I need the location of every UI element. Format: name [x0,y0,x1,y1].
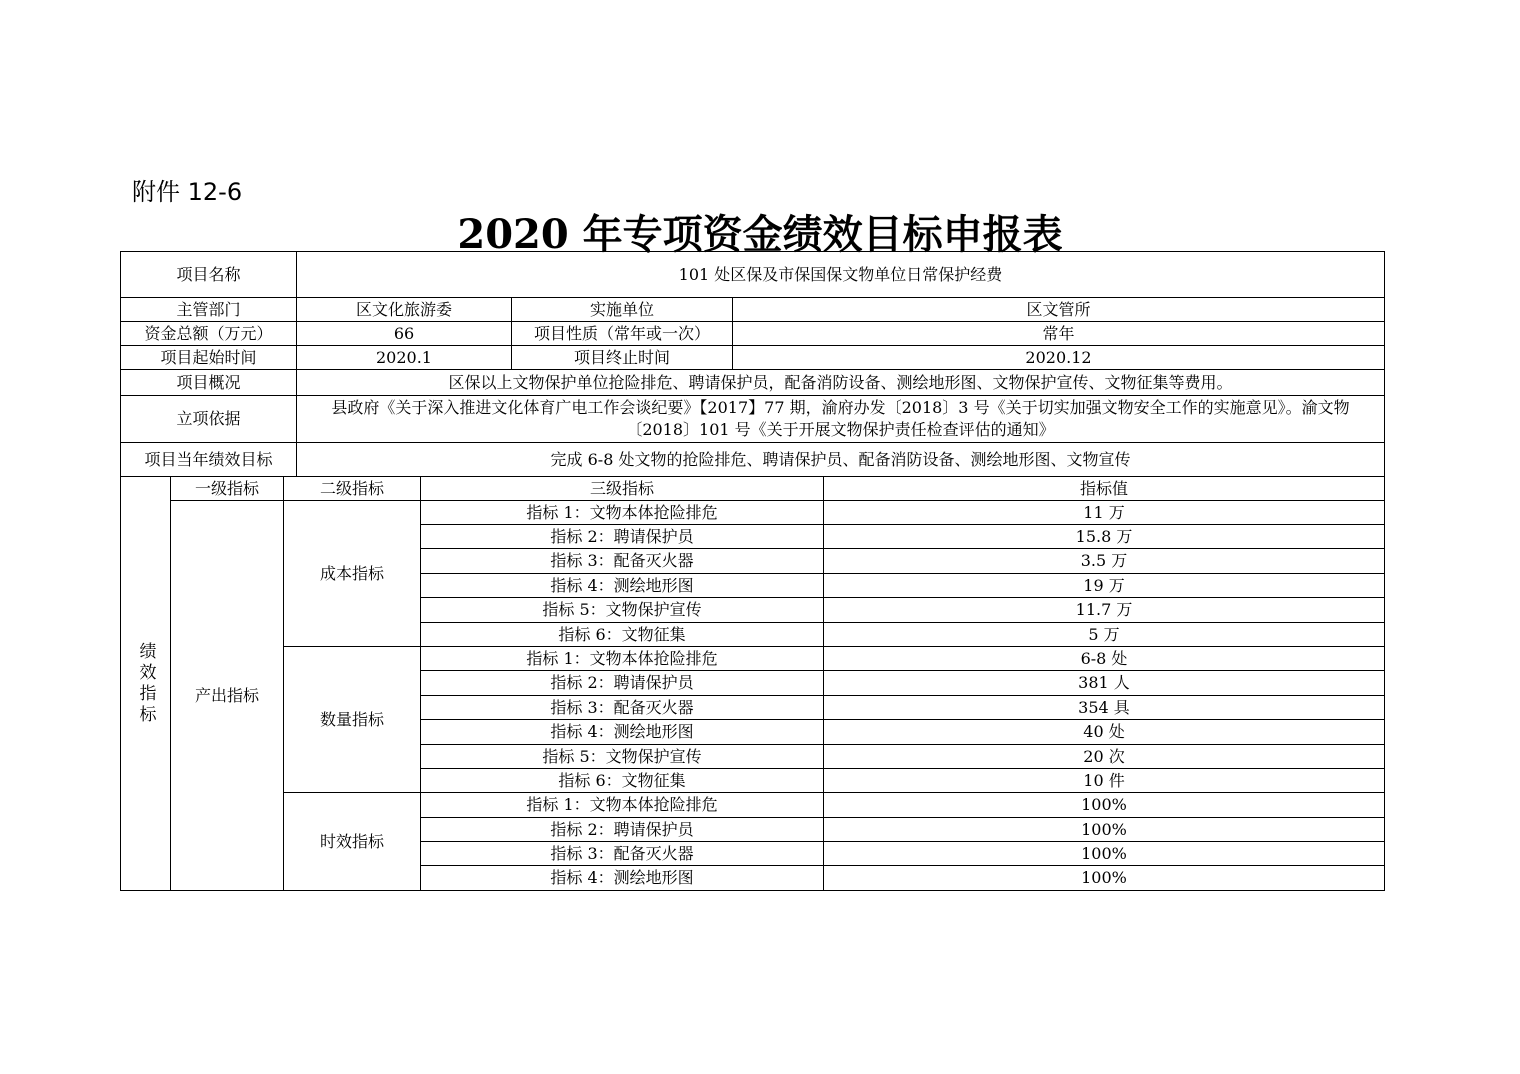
header-value: 指标值 [824,477,1384,501]
end-value: 2020.12 [733,346,1384,370]
goal-value: 完成 6-8 处文物的抢险排危、聘请保护员、配备消防设备、测绘地形图、文物宣传 [297,443,1384,477]
basis-label: 立项依据 [121,396,297,443]
indicator-value: 19 万 [824,574,1384,598]
indicator-value: 20 次 [824,745,1384,769]
indicator-name: 指标 3：配备灭火器 [421,696,824,720]
indicator-name: 指标 4：测绘地形图 [421,866,824,890]
unit-value: 区文管所 [733,298,1384,322]
indicator-name: 指标 2：聘请保护员 [421,818,824,842]
indicator-name: 指标 4：测绘地形图 [421,720,824,745]
indicator-name: 指标 2：聘请保护员 [421,671,824,696]
indicator-name: 指标 5：文物保护宣传 [421,745,824,769]
indicator-value: 11 万 [824,501,1384,525]
indicator-value: 354 具 [824,696,1384,720]
indicator-name: 指标 3：配备灭火器 [421,549,824,574]
indicator-value: 5 万 [824,623,1384,647]
fund-label: 资金总额（万元） [121,322,297,346]
fund-value: 66 [297,322,512,346]
start-value: 2020.1 [297,346,512,370]
start-label: 项目起始时间 [121,346,297,370]
indicator-value: 100% [824,842,1384,866]
nature-value: 常年 [733,322,1384,346]
project-name-label: 项目名称 [121,252,297,298]
group-quantity: 数量指标 [284,647,421,793]
attachment-label: 附件 12-6 [132,178,243,206]
header-level1: 一级指标 [171,477,284,501]
indicator-name: 指标 1：文物本体抢险排危 [421,793,824,818]
indicator-value: 11.7 万 [824,598,1384,623]
indicator-name: 指标 6：文物征集 [421,769,824,793]
indicator-section-text: 绩效指标 [135,641,156,726]
group-timeliness: 时效指标 [284,793,421,890]
indicator-name: 指标 3：配备灭火器 [421,842,824,866]
header-level3: 三级指标 [421,477,824,501]
indicator-section-label [121,477,171,890]
indicator-value: 3.5 万 [824,549,1384,574]
header-level2: 二级指标 [284,477,421,501]
document-title: 2020 年专项资金绩效目标申报表 [457,211,1063,258]
nature-label: 项目性质（常年或一次） [512,322,733,346]
indicator-name: 指标 6：文物征集 [421,623,824,647]
indicator-value: 6-8 处 [824,647,1384,671]
basis-value: 县政府《关于深入推进文化体育广电工作会谈纪要》【2017】77 期，渝府办发〔2018〕3 号《关于切实加强文物安全工作的实施意见》。渝文物〔2018〕101 号《关于开展文物保护责任检查评估的通知》 [297,396,1384,443]
indicator-name: 指标 2：聘请保护员 [421,525,824,549]
unit-label: 实施单位 [512,298,733,322]
group-cost: 成本指标 [284,501,421,647]
indicator-name: 指标 1：文物本体抢险排危 [421,501,824,525]
indicator-value: 10 件 [824,769,1384,793]
indicator-value: 40 处 [824,720,1384,745]
indicator-name: 指标 4：测绘地形图 [421,574,824,598]
overview-value: 区保以上文物保护单位抢险排危、聘请保护员，配备消防设备、测绘地形图、文物保护宣传、文物征集等费用。 [297,370,1384,396]
indicator-value: 381 人 [824,671,1384,696]
goal-label: 项目当年绩效目标 [121,443,297,477]
project-name-value: 101 处区保及市保国保文物单位日常保护经费 [297,252,1384,298]
indicator-name: 指标 1：文物本体抢险排危 [421,647,824,671]
indicator-name: 指标 5：文物保护宣传 [421,598,824,623]
indicator-value: 100% [824,818,1384,842]
dept-value: 区文化旅游委 [297,298,512,322]
overview-label: 项目概况 [121,370,297,396]
dept-label: 主管部门 [121,298,297,322]
performance-table [120,251,1385,891]
end-label: 项目终止时间 [512,346,733,370]
indicator-value: 100% [1081,868,1127,887]
indicator-value: 100% [824,793,1384,818]
indicator-value: 15.8 万 [824,525,1384,549]
level1-output: 产出指标 [171,501,284,890]
